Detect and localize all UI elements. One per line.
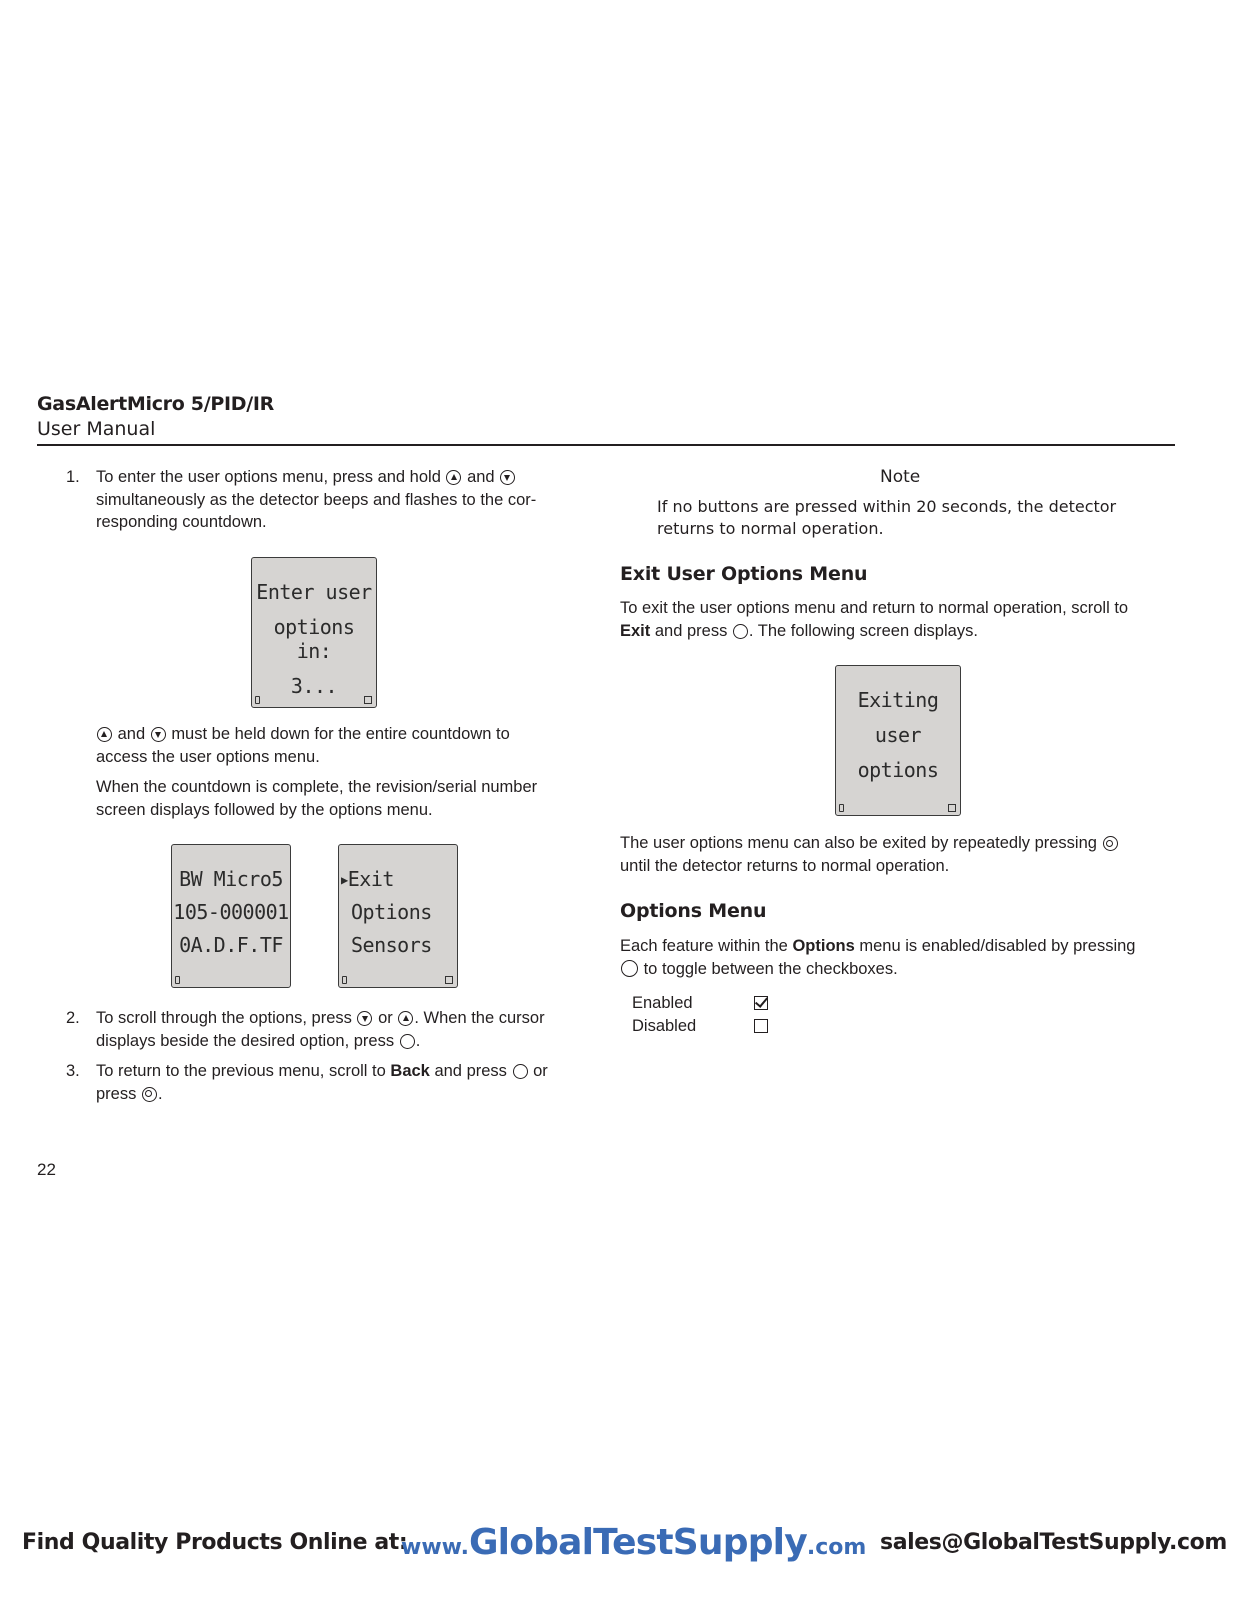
step-3-text-d: . <box>157 1084 163 1103</box>
up-button-icon <box>446 470 461 485</box>
battery-icon <box>342 976 347 984</box>
lcd-line: 0A.D.F.TF <box>179 933 283 957</box>
options-para-text-b: menu is enabled/disabled by pressing <box>859 937 1136 955</box>
options-para-options: Options <box>792 937 855 955</box>
footer-find-label: Find Quality Products Online at: <box>22 1530 408 1555</box>
hold-note-text-a: must be held down for the entire countdown to <box>171 725 510 743</box>
step-1-number: 1. <box>66 468 80 486</box>
step-1-text-c: responding countdown. <box>96 513 267 531</box>
exit-alt-paragraph <box>620 832 1180 877</box>
step-3-or: or <box>533 1062 548 1080</box>
countdown-note <box>96 776 596 821</box>
note-title: Note <box>880 467 921 487</box>
lcd-options-menu <box>338 844 458 988</box>
lcd-menu-options: Options <box>351 900 432 924</box>
lcd-exiting-screen <box>835 665 961 816</box>
battery-icon <box>255 696 260 704</box>
lcd-serial-screen <box>171 844 291 988</box>
exit-para-text-a: To exit the user options menu and return to normal operation, scroll to <box>620 599 1129 617</box>
exit-para-exit: Exit <box>620 621 651 640</box>
battery-icon <box>839 804 844 812</box>
step-3-back: Back <box>390 1062 430 1080</box>
header-divider <box>37 444 1175 446</box>
step-2-text-a: To scroll through the options, press <box>96 1009 352 1027</box>
footer-email[interactable]: sales@GlobalTestSupply.com <box>880 1530 1227 1555</box>
up-button-icon <box>97 727 112 742</box>
footer-url-suffix: .com <box>806 1535 867 1560</box>
legend-enabled-label: Enabled <box>632 994 693 1012</box>
lcd-line: BW Micro5 <box>179 867 283 891</box>
lcd-line: 105-000001 <box>173 900 289 924</box>
footer-url[interactable] <box>401 1522 866 1563</box>
step-3-text-b: and press <box>434 1062 507 1080</box>
step-1-and: and <box>467 468 495 486</box>
exit-alt-text-a: The user options menu can also be exited by repeatedly pressing <box>620 834 1097 852</box>
exit-menu-heading: Exit User Options Menu <box>620 563 868 585</box>
lcd-status-icon <box>364 696 372 704</box>
exit-paragraph <box>620 597 1180 642</box>
exit-para-text-c: . The following screen displays. <box>748 621 978 640</box>
unchecked-box-icon <box>754 1019 768 1038</box>
lcd-line: 3... <box>290 674 338 698</box>
checked-box-icon <box>754 996 768 1015</box>
up-button-icon <box>398 1011 413 1026</box>
options-menu-heading: Options Menu <box>620 900 767 922</box>
options-para-text-c: to toggle between the checkboxes. <box>643 959 898 978</box>
footer-url-prefix: www. <box>401 1535 469 1560</box>
lcd-menu-exit: ▶Exit <box>341 867 394 891</box>
down-button-icon <box>151 727 166 742</box>
step-2-text-b: . When the cursor <box>414 1009 545 1027</box>
down-button-icon <box>357 1011 372 1026</box>
note-body: If no buttons are pressed within 20 seconds, the detector returns to normal operation. <box>657 497 1117 538</box>
lcd-line: options in: <box>273 615 355 663</box>
options-para-text-a: Each feature within the <box>620 937 788 955</box>
step-3-text-a: To return to the previous menu, scroll to <box>96 1062 386 1080</box>
hold-note-and: and <box>117 725 146 743</box>
lcd-line: Enter user <box>256 580 372 604</box>
step-1-text <box>96 466 596 534</box>
step-2-text <box>96 1007 596 1052</box>
step-1-text-b: simultaneously as the detector beeps and flashes to the cor- <box>96 490 537 509</box>
lcd-status-icon <box>948 804 956 812</box>
lcd-line: options <box>857 758 939 782</box>
enter-button-icon <box>400 1034 415 1049</box>
power-button-icon <box>142 1087 157 1102</box>
options-paragraph <box>620 935 1190 980</box>
battery-icon <box>175 976 180 984</box>
page-number: 22 <box>37 1160 56 1179</box>
exit-alt-text-b: until the detector returns to normal operation. <box>620 856 950 875</box>
power-button-icon <box>1103 836 1118 851</box>
lcd-status-icon <box>445 976 453 984</box>
step-2-or: or <box>378 1009 393 1027</box>
hold-note <box>96 723 596 768</box>
exit-para-text-b: and press <box>654 621 728 640</box>
lcd-line: user <box>874 723 922 747</box>
enter-button-icon <box>621 960 638 977</box>
countdown-note-line1: When the countdown is complete, the revision/serial number <box>96 778 538 796</box>
enter-button-icon <box>733 624 748 639</box>
enter-button-icon <box>513 1064 528 1079</box>
step-3-text <box>96 1060 596 1105</box>
document-title: GasAlertMicro 5/PID/IR <box>37 393 274 415</box>
hold-note-text-b: access the user options menu. <box>96 747 320 766</box>
footer-url-main: GlobalTestSupply <box>468 1522 807 1563</box>
step-3-text-c: press <box>96 1084 137 1103</box>
step-2-number: 2. <box>66 1009 80 1027</box>
lcd-enter-user-options <box>251 557 377 708</box>
lcd-menu-sensors: Sensors <box>351 933 432 957</box>
cursor-arrow-icon: ▶ <box>341 873 348 887</box>
step-2-text-d: . <box>415 1031 421 1050</box>
countdown-note-line2: screen displays followed by the options menu. <box>96 800 433 819</box>
down-button-icon <box>500 470 515 485</box>
legend-disabled-label: Disabled <box>632 1017 697 1035</box>
lcd-line: Exiting <box>857 688 939 712</box>
document-subtitle: User Manual <box>37 418 156 440</box>
step-3-number: 3. <box>66 1062 80 1080</box>
step-2-text-c: displays beside the desired option, press <box>96 1031 395 1050</box>
step-1-text-a: To enter the user options menu, press and hold <box>96 468 441 486</box>
